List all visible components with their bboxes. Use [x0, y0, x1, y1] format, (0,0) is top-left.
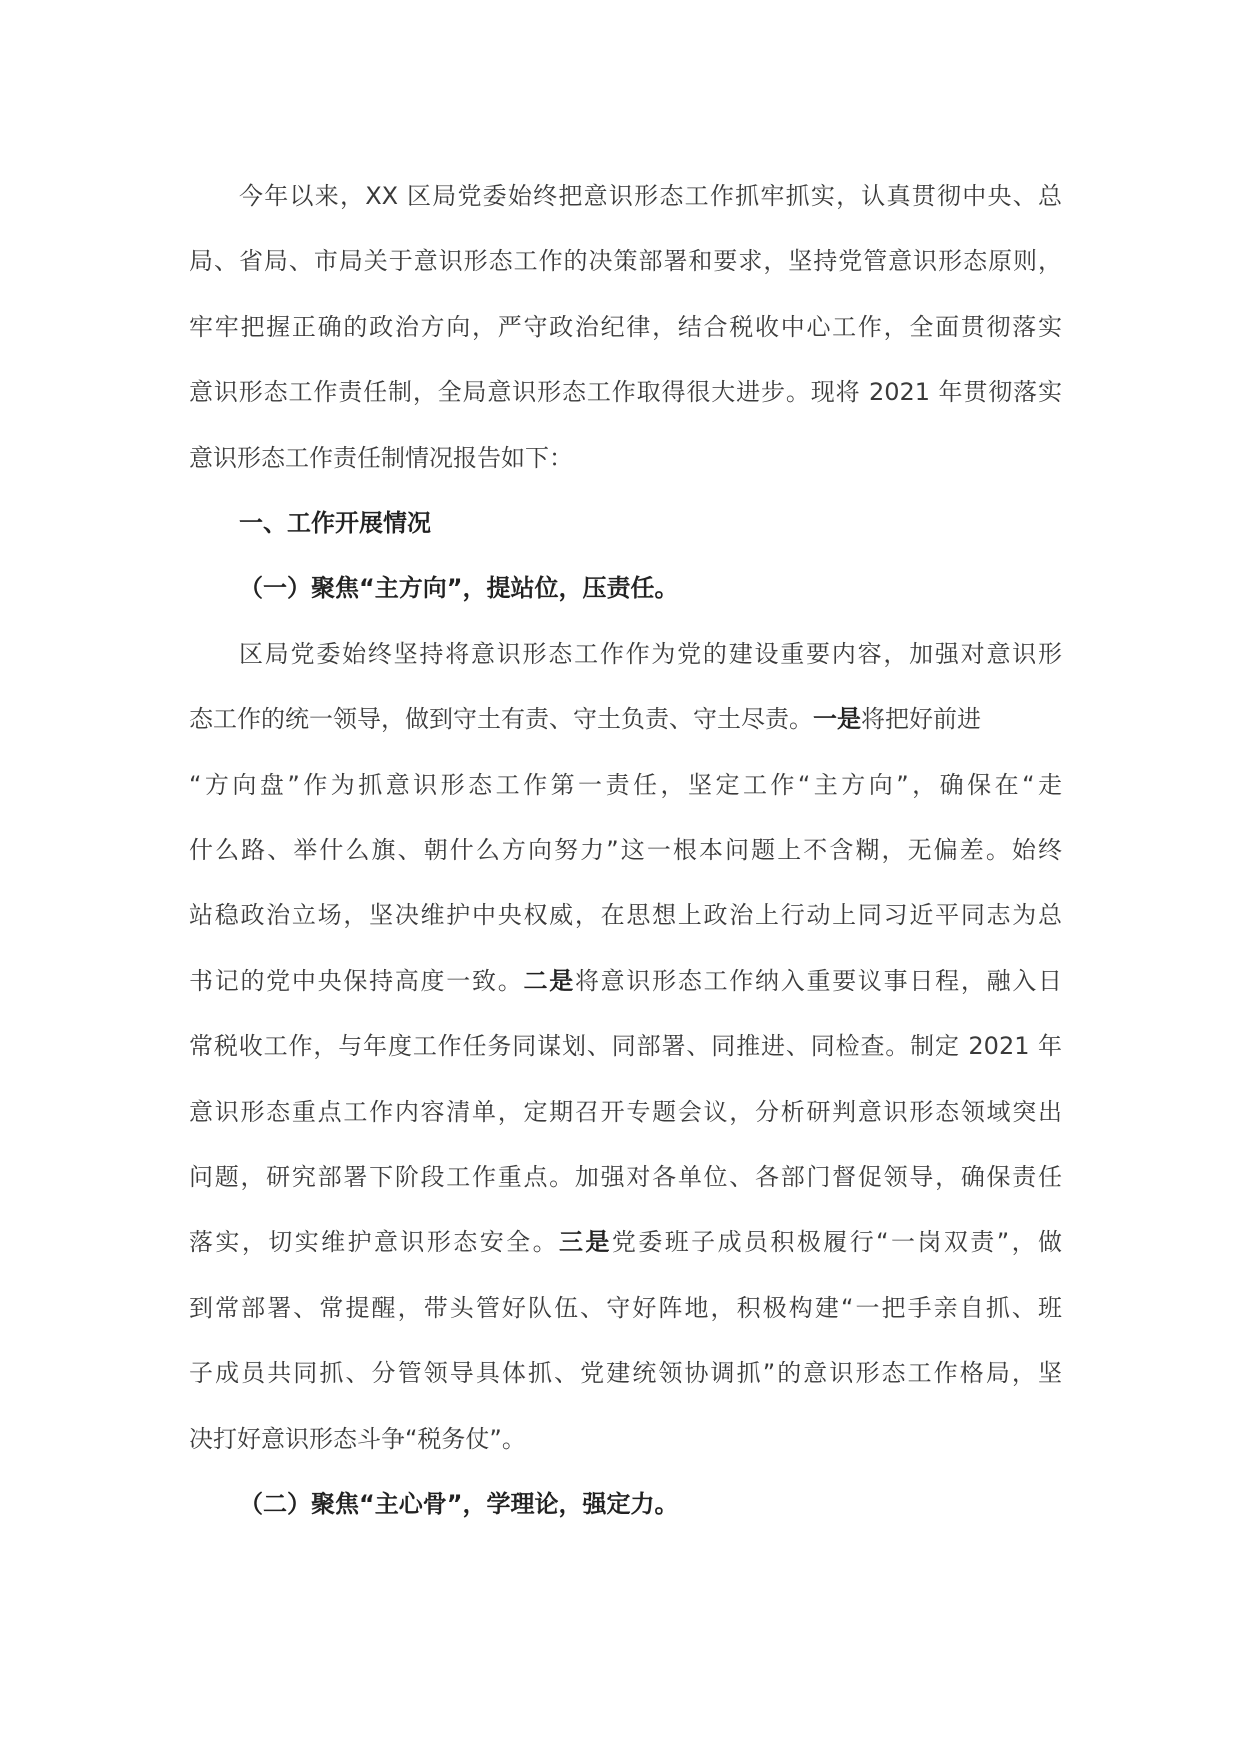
section-heading — [239, 1472, 1062, 1537]
paragraph-line — [239, 622, 1062, 687]
paragraph-line — [189, 753, 1062, 818]
paragraph-line — [189, 229, 1062, 294]
paragraph-line — [189, 1276, 1062, 1341]
paragraph-line — [189, 295, 1062, 360]
text-segment: 书记的党中央保持高度一致。 — [189, 966, 524, 995]
text-segment: 常税收工作，与年度工作任务同谋划、同部署、同推进、同检查。制定 2021 年 — [189, 1032, 1062, 1061]
paragraph-line — [189, 883, 1062, 948]
paragraph-line — [239, 164, 1062, 229]
text-segment: 意识形态工作责任制情况报告如下： — [189, 443, 573, 472]
paragraph-line — [189, 949, 1062, 1014]
paragraph-line — [189, 426, 1062, 491]
text-segment: “方向盘”作为抓意识形态工作第一责任，坚定工作“主方向”，确保在“走 — [189, 770, 1062, 799]
bold-text: 三是 — [559, 1228, 612, 1257]
text-segment: 到常部署、常提醒，带头管好队伍、守好阵地，积极构建“一把手亲自抓、班 — [189, 1293, 1062, 1322]
text-segment: 子成员共同抓、分管领导具体抓、党建统领协调抓”的意识形态工作格局，坚 — [189, 1359, 1062, 1388]
bold-text: （二）聚焦“主心骨”，学理论，强定力。 — [239, 1490, 679, 1518]
text-segment: 意识形态重点工作内容清单，定期召开专题会议，分析研判意识形态领域突出 — [189, 1097, 1062, 1126]
bold-text: 一是 — [813, 705, 861, 734]
paragraph-line — [189, 1145, 1062, 1210]
text-segment: 将把好前进 — [861, 705, 981, 734]
text-segment: 态工作的统一领导，做到守土有责、守土负责、守土尽责。 — [189, 705, 813, 734]
text-segment: 牢牢把握正确的政治方向，严守政治纪律，结合税收中心工作，全面贯彻落实 — [189, 312, 1062, 341]
section-heading — [239, 491, 1062, 556]
paragraph-line — [189, 1210, 1062, 1275]
text-segment: 今年以来，XX 区局党委始终把意识形态工作抓牢抓实，认真贯彻中央、总 — [239, 182, 1062, 210]
text-segment: 局、省局、市局关于意识形态工作的决策部署和要求，坚持党管意识形态原则， — [189, 247, 1062, 276]
text-segment: 决打好意识形态斗争“税务仗”。 — [189, 1424, 526, 1453]
paragraph-line — [189, 1014, 1062, 1079]
paragraph-line — [189, 818, 1062, 883]
bold-text: 二是 — [523, 966, 575, 995]
paragraph-line — [189, 1341, 1062, 1406]
text-segment: 问题，研究部署下阶段工作重点。加强对各单位、各部门督促领导，确保责任 — [189, 1163, 1062, 1191]
text-segment: 意识形态工作责任制，全局意识形态工作取得很大进步。现将 2021 年贯彻落实 — [189, 378, 1062, 407]
paragraph-line — [189, 1407, 1062, 1472]
text-segment: 什么路、举什么旗、朝什么方向努力”这一根本问题上不含糊，无偏差。始终 — [189, 836, 1062, 864]
text-segment: 将意识形态工作纳入重要议事日程，融入日 — [574, 966, 1062, 995]
section-heading — [239, 556, 1062, 621]
bold-text: （一）聚焦“主方向”，提站位，压责任。 — [239, 574, 679, 603]
text-segment: 落实，切实维护意识形态安全。 — [189, 1228, 559, 1257]
text-segment: 站稳政治立场，坚决维护中央权威，在思想上政治上行动上同习近平同志为总 — [189, 901, 1062, 930]
paragraph-line — [189, 687, 1062, 752]
text-segment: 区局党委始终坚持将意识形态工作作为党的建设重要内容，加强对意识形 — [239, 639, 1062, 668]
paragraph-line — [189, 360, 1062, 425]
paragraph-line — [189, 1080, 1062, 1145]
text-segment: 党委班子成员积极履行“一岗双责”，做 — [611, 1228, 1062, 1257]
bold-text: 一、工作开展情况 — [239, 509, 431, 537]
